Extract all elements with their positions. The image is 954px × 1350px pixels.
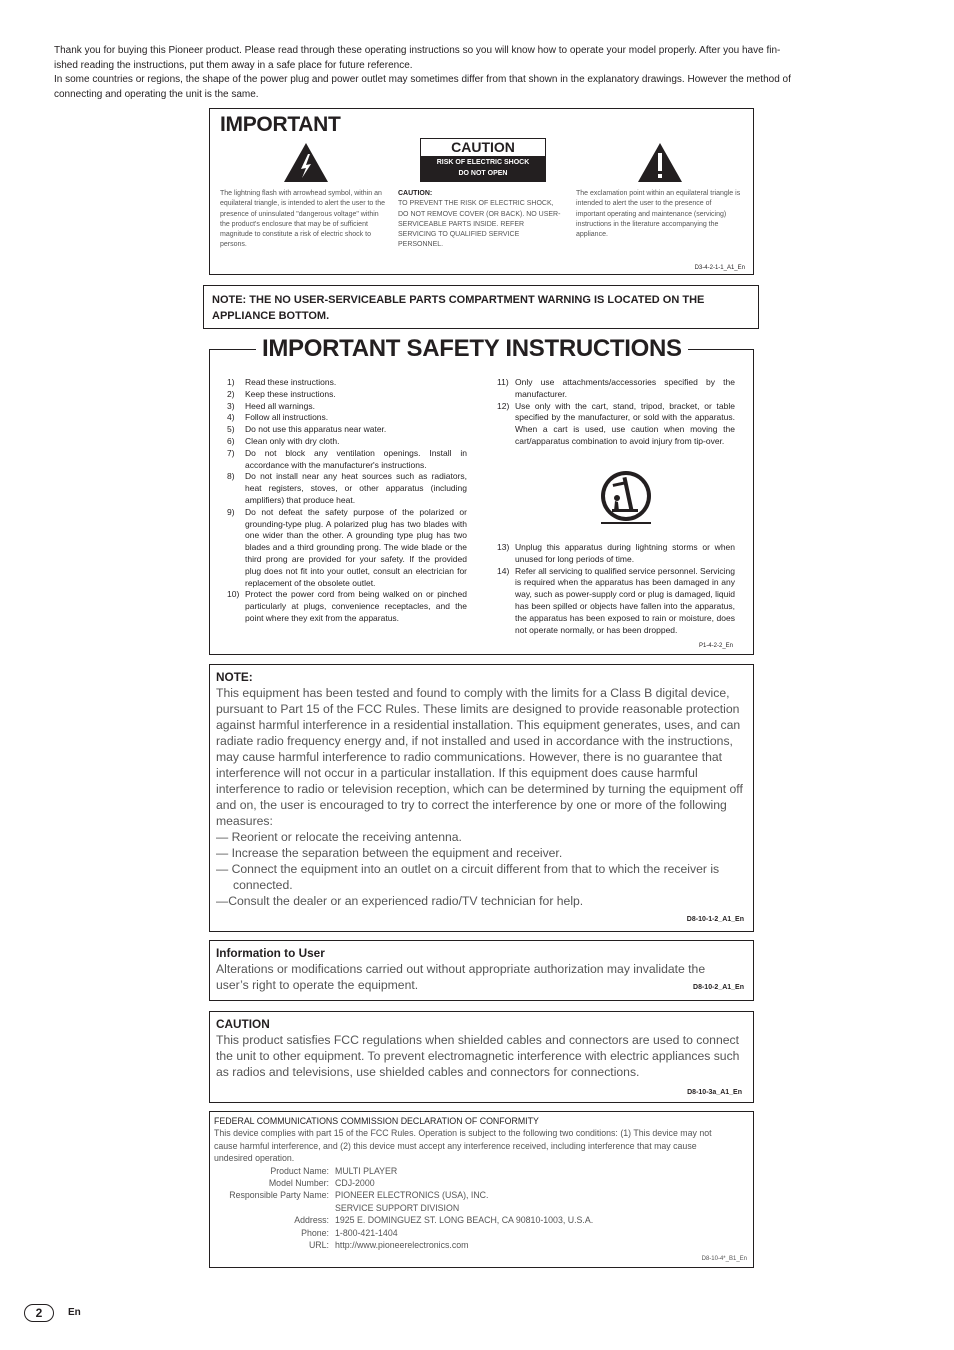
instruction-text: Do not block any ventilation openings. Install in accordance with the manufacturer's instructions. bbox=[245, 447, 467, 470]
note-compartment-box bbox=[203, 285, 759, 329]
instruction-text: Use only with the cart, stand, tripod, bracket, or table specified by the manufacturer, or sold with the apparatus. When a cart is used, use caution when moving the cart/apparatus combination to avoid injury from tip-over. bbox=[515, 400, 735, 446]
declaration-body: This device complies with part 15 of the FCC Rules. Operation is subject to the following two conditions: (1) This device may not cause harmful interference, and (2) this device must accept any interference received, including interference that may cause undesired operation. bbox=[214, 1128, 712, 1164]
instruction-text: Do not use this apparatus near water. bbox=[245, 424, 387, 435]
safety-left-list bbox=[227, 377, 467, 625]
lightning-description: The lightning flash with arrowhead symbol, within an equilateral triangle, is intended to alert the user to the presence of uninsulated "dangerous voltage" within the product's enclosure that may be of sufficient magnitude to constitute a risk of electric shock to persons. bbox=[220, 190, 385, 249]
safety-instruction-item bbox=[497, 566, 735, 637]
caution-description bbox=[398, 189, 564, 251]
instruction-text: Keep these instructions. bbox=[245, 388, 336, 399]
declaration-row bbox=[214, 1239, 749, 1251]
caution-sub-line: RISK OF ELECTRIC SHOCK bbox=[436, 159, 530, 166]
reference-code: P1-4-2-2_En bbox=[698, 643, 733, 649]
cart-tipover-icon bbox=[600, 464, 652, 528]
safety-instructions-box bbox=[209, 335, 754, 655]
declaration-head: FEDERAL COMMUNICATIONS COMMISSION DECLARATION OF CONFORMITY bbox=[214, 1116, 539, 1126]
instruction-number: 14) bbox=[497, 565, 510, 576]
caution-description-text: TO PREVENT THE RISK OF ELECTRIC SHOCK, DO NOT REMOVE COVER (OR BACK). NO USER-SERVICEABLE PARTS INSIDE. REFER SERVICING TO QUALIFIED SERVICE PERSONNEL. bbox=[398, 200, 561, 249]
important-title: IMPORTANT bbox=[220, 113, 341, 136]
instruction-number: 12) bbox=[497, 400, 510, 411]
safety-instruction-item bbox=[497, 542, 735, 566]
fcc-note-measure: — Connect the equipment into an outlet on a circuit different from that to which the receiver is connected. bbox=[216, 862, 720, 892]
safety-right-column-bottom bbox=[497, 542, 735, 636]
declaration-rows bbox=[214, 1165, 749, 1252]
exclamation-description: The exclamation point within an equilateral triangle is intended to alert the user to the presence of important operating and maintenance (servicing) instructions in the literature accompanying the appliance. bbox=[576, 190, 741, 239]
instruction-number: 3) bbox=[227, 400, 235, 411]
safety-instruction-item bbox=[227, 377, 467, 389]
reference-code: D8-10-1-2_A1_En bbox=[686, 916, 744, 923]
lightning-warning-icon bbox=[283, 142, 329, 183]
safety-instruction-item bbox=[227, 424, 467, 436]
instruction-number: 13) bbox=[497, 542, 510, 552]
intro-line: connecting and operating the unit is the same. bbox=[54, 88, 259, 100]
intro-line: ished reading the instructions, put them away in a safe place for future reference. bbox=[54, 59, 413, 71]
page-number: 2 bbox=[35, 1306, 43, 1320]
declaration-row bbox=[214, 1165, 749, 1177]
safety-instruction-item bbox=[227, 436, 467, 448]
caution-body: This product satisfies FCC regulations when shielded cables and connectors are used to connect the unit to other equipment. To prevent electromagnetic interference with electric appliances such as radios and televisions, use shielded cables and connectors for connections. bbox=[216, 1033, 740, 1079]
safety-title: IMPORTANT SAFETY INSTRUCTIONS bbox=[256, 335, 688, 363]
instruction-number: 10) bbox=[227, 589, 240, 600]
safety-instruction-item bbox=[227, 412, 467, 424]
page-number-badge bbox=[24, 1304, 54, 1322]
declaration-key: URL: bbox=[308, 1240, 329, 1251]
important-box bbox=[209, 108, 754, 275]
info-user-box bbox=[209, 940, 754, 1001]
intro-text bbox=[54, 44, 904, 102]
declaration-row bbox=[214, 1227, 749, 1239]
intro-line: In some countries or regions, the shape of the power plug and power outlet may sometimes differ from that shown in the explanatory drawings. However the method of bbox=[54, 74, 791, 86]
declaration-value: PIONEER ELECTRONICS (USA), INC. bbox=[335, 1190, 489, 1201]
instruction-text: Refer all servicing to qualified service personnel. Servicing is required when the apparatus has been damaged in any way, such as power-supply cord or plug is damaged, liquid has been spilled or objects have fallen into the apparatus, the apparatus has been exposed to rain or moisture, does not operate normally, or has been dropped. bbox=[515, 565, 735, 635]
declaration-key: Responsible Party Name: bbox=[229, 1190, 329, 1201]
declaration-key: Phone: bbox=[301, 1227, 329, 1238]
instruction-text: Do not defeat the safety purpose of the polarized or grounding-type plug. A polarized plug has two blades with one wider than the other. A grounding type plug has two blades and a third grounding prong. The wide blade or the third prong are provided for your safety. If the provided plug does not fit into your outlet, consult an electrician for replacement of the obsolete outlet. bbox=[245, 506, 467, 588]
declaration-row bbox=[214, 1177, 749, 1189]
instruction-number: 4) bbox=[227, 412, 235, 423]
caution-sub-line: DO NOT OPEN bbox=[458, 170, 508, 177]
fcc-note-head: NOTE: bbox=[216, 670, 253, 684]
safety-right-top-list bbox=[497, 377, 735, 448]
caution-head: CAUTION bbox=[216, 1017, 270, 1031]
reference-code: D3-4-2-1-1_A1_En bbox=[694, 265, 745, 271]
caution-label-title: CAUTION bbox=[451, 139, 515, 155]
instruction-text: Protect the power cord from being walked on or pinched particularly at plugs, convenience receptacles, and the point where they exit from the apparatus. bbox=[245, 589, 467, 623]
reference-code: D8-10-4*_B1_En bbox=[701, 1256, 747, 1262]
declaration-value: 1925 E. DOMINGUEZ ST. LONG BEACH, CA 90810-1003, U.S.A. bbox=[335, 1215, 594, 1226]
safety-instruction-item bbox=[227, 389, 467, 401]
reference-code: D8-10-2_A1_En bbox=[693, 984, 744, 991]
declaration-value: SERVICE SUPPORT DIVISION bbox=[335, 1202, 460, 1213]
instruction-number: 8) bbox=[227, 471, 235, 482]
exclamation-warning-icon bbox=[637, 142, 683, 183]
instruction-number: 5) bbox=[227, 424, 235, 435]
instruction-text: Heed all warnings. bbox=[245, 400, 315, 411]
instruction-text: Read these instructions. bbox=[245, 377, 337, 387]
instruction-number: 2) bbox=[227, 388, 235, 399]
declaration-key: Product Name: bbox=[270, 1165, 329, 1176]
declaration-row bbox=[214, 1202, 749, 1214]
fcc-note-measure: — Increase the separation between the equipment and receiver. bbox=[216, 846, 563, 860]
caution-label-sub bbox=[421, 156, 545, 181]
info-user-body: Alterations or modifications carried out without appropriate authorization may invalidate the user’s right to operate the equipment. bbox=[216, 962, 706, 992]
safety-left-column bbox=[227, 377, 467, 625]
safety-instruction-item bbox=[227, 471, 467, 506]
instruction-number: 9) bbox=[227, 506, 235, 517]
safety-instruction-item bbox=[497, 401, 735, 448]
declaration-box bbox=[209, 1111, 754, 1268]
safety-instruction-item bbox=[227, 448, 467, 472]
fcc-note-measure: —Consult the dealer or an experienced radio/TV technician for help. bbox=[216, 894, 584, 908]
safety-instruction-item bbox=[227, 589, 467, 624]
caution-description-head: CAUTION: bbox=[398, 190, 433, 197]
fcc-note-body: This equipment has been tested and found to comply with the limits for a Class B digital device, pursuant to Part 15 of the FCC Rules. These limits are designed to provide reasonable protection against harmful interference in a residential installation. This equipment generates, uses, and can radiate radio frequency energy and, if not installed and used in accordance with the instructions, may cause harmful interference to radio communications. However, there is no guarantee that interference will not occur in a particular installation. If this equipment does cause harmful interference to radio or television reception, which can be determined by turning the equipment off and on, the user is encouraged to try to correct the interference by one or more of the following measures: bbox=[216, 686, 743, 828]
intro-line: Thank you for buying this Pioneer product. Please read through these operating instructions so you will know how to operate your model properly. After you have fin- bbox=[54, 45, 781, 56]
instruction-number: 6) bbox=[227, 435, 235, 446]
declaration-value: CDJ-2000 bbox=[335, 1178, 375, 1189]
declaration-key: Address: bbox=[294, 1215, 329, 1226]
declaration-key bbox=[214, 1202, 335, 1214]
caution-box bbox=[209, 1011, 754, 1103]
instruction-text: Do not install near any heat sources such as radiators, heat registers, stoves, or other apparatus (including amplifiers) that produce heat. bbox=[245, 471, 467, 505]
safety-instruction-item bbox=[227, 507, 467, 590]
safety-right-column bbox=[497, 377, 735, 448]
fcc-note-box bbox=[209, 664, 754, 932]
declaration-key: Model Number: bbox=[268, 1178, 329, 1189]
instruction-text: Unplug this apparatus during lightning storms or when unused for long periods of time. bbox=[515, 542, 735, 564]
instruction-number: 7) bbox=[227, 447, 235, 458]
declaration-row bbox=[214, 1214, 749, 1226]
declaration-value: MULTI PLAYER bbox=[335, 1165, 398, 1176]
note-compartment-text: NOTE: THE NO USER-SERVICEABLE PARTS COMPARTMENT WARNING IS LOCATED ON THE APPLIANCE BOTTOM. bbox=[212, 294, 705, 322]
reference-code: D8-10-3a_A1_En bbox=[687, 1089, 742, 1096]
instruction-text: Clean only with dry cloth. bbox=[245, 435, 340, 446]
declaration-value: 1-800-421-1404 bbox=[335, 1227, 398, 1238]
info-user-head: Information to User bbox=[216, 946, 325, 960]
safety-instruction-item bbox=[227, 401, 467, 413]
instruction-number: 1) bbox=[227, 377, 235, 387]
language-label: En bbox=[68, 1307, 81, 1318]
declaration-value: http://www.pioneerelectronics.com bbox=[335, 1240, 469, 1251]
caution-label bbox=[420, 138, 546, 182]
instruction-text: Follow all instructions. bbox=[245, 412, 329, 423]
safety-instruction-item bbox=[497, 377, 735, 401]
declaration-row bbox=[214, 1189, 749, 1201]
instruction-text: Only use attachments/accessories specified by the manufacturer. bbox=[515, 377, 735, 399]
fcc-note-measure: — Reorient or relocate the receiving antenna. bbox=[216, 830, 462, 844]
instruction-number: 11) bbox=[497, 377, 509, 387]
safety-right-bottom-list bbox=[497, 542, 735, 636]
